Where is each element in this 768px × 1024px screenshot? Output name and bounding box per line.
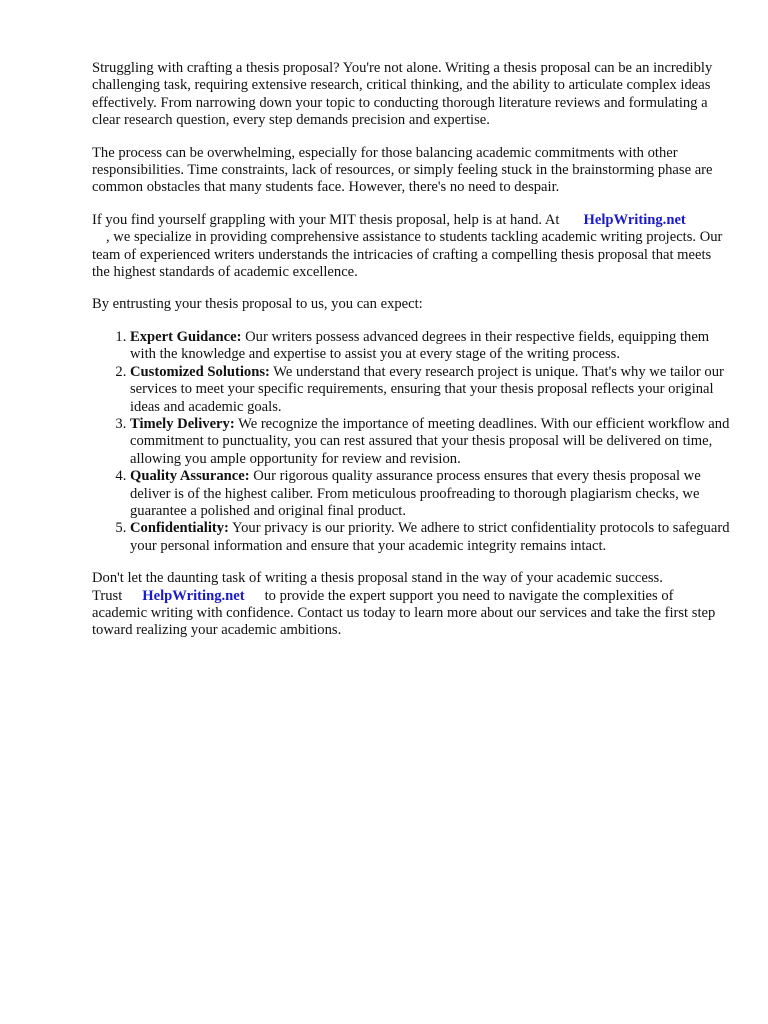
expect-paragraph: By entrusting your thesis proposal to us, you can expect:: [92, 296, 423, 313]
closing-paragraph: [92, 570, 732, 640]
document-body: [92, 60, 732, 655]
list-item-text: We recognize the importance of meeting deadlines. With our efficient workflow and commitment to punctuality, you can rest assured that your thesis proposal will be delivered on time, allowing you ample opportunity for review and revision.: [130, 415, 730, 467]
list-item-term: Confidentiality:: [130, 520, 229, 537]
help-paragraph: [92, 212, 732, 282]
closing-text-post: to provide the expert support you need to navigate the complexities of academic writing with confidence. Contact us today to learn more about our services and take the first step toward realizing your academic ambitions.: [92, 587, 716, 639]
closing-text-pre: Don't let the daunting task of writing a thesis proposal stand in the way of your academic success. Trust: [92, 570, 663, 604]
list-item: [130, 416, 732, 468]
list-item: [130, 520, 732, 555]
list-item-term: Expert Guidance:: [130, 328, 242, 345]
list-item: [130, 329, 732, 364]
help-text-pre: If you find yourself grappling with your MIT thesis proposal, help is at hand. At: [92, 211, 560, 228]
list-item-text: Your privacy is our priority. We adhere to strict confidentiality protocols to safeguard your personal information and ensure that your academic integrity remains intact.: [130, 520, 730, 554]
intro-paragraph: Struggling with crafting a thesis proposal? You're not alone. Writing a thesis proposal can be an incredibly challenging task, requiring extensive research, critical thinking, and the ability to articulate complex ideas effectively. From narrowing down your topic to conducting thorough literature reviews and formulating a clear research question, every step demands precision and expertise.: [92, 60, 713, 129]
list-item: [130, 364, 732, 416]
process-paragraph: The process can be overwhelming, especially for those balancing academic commitments with other responsibilities. Time constraints, lack of resources, or simply feeling stuck in the brainstorming phase are common obstacles that many students face. However, there's no need to despair.: [92, 144, 713, 196]
list-item-term: Customized Solutions:: [130, 363, 270, 380]
list-item-text: Our writers possess advanced degrees in their respective fields, equipping them with the knowledge and expertise to assist you at every stage of the writing process.: [130, 328, 710, 363]
helpwriting-link[interactable]: HelpWriting.net: [142, 587, 245, 604]
list-item-term: Timely Delivery:: [130, 415, 235, 432]
helpwriting-link[interactable]: HelpWriting.net: [583, 211, 686, 228]
help-text-post: , we specialize in providing comprehensive assistance to students tackling academic writing projects. Our team of experienced writers understands the intricacies of crafting a compelling thesis proposal that meets the highest standards of academic excellence.: [92, 229, 723, 281]
list-item-text: Our rigorous quality assurance process ensures that every thesis proposal we deliver is of the highest caliber. From meticulous proofreading to thorough plagiarism checks, we guarantee a polished and original final product.: [130, 468, 701, 519]
list-item: [130, 468, 732, 520]
list-item-text: We understand that every research project is unique. That's why we tailor our services to meet your specific requirements, ensuring that your thesis proposal reflects your original ideas and academic goals.: [130, 363, 724, 415]
benefits-list: [92, 329, 732, 555]
list-item-term: Quality Assurance:: [130, 468, 250, 485]
